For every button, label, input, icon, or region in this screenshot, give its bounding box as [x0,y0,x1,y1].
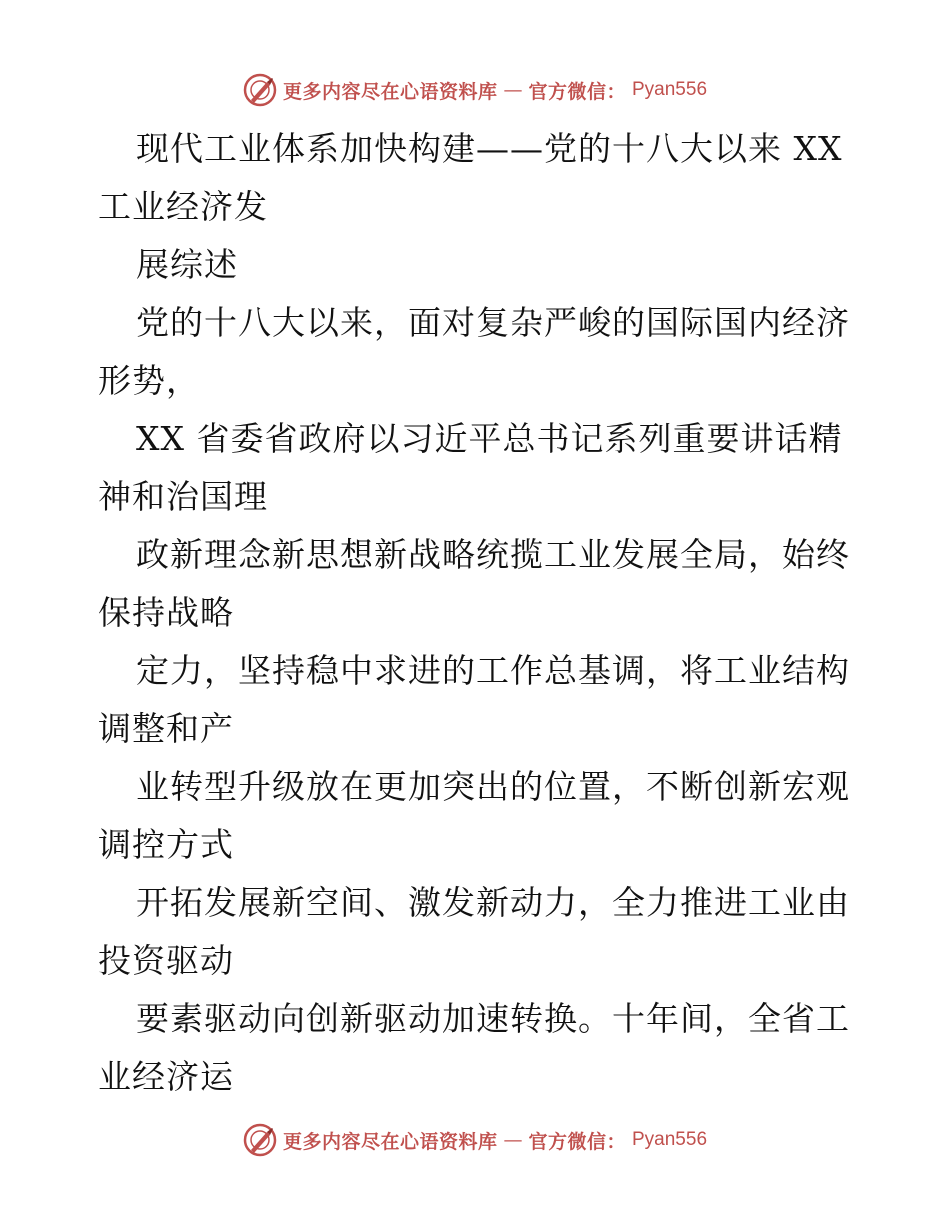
text-line: 定力，坚持稳中求进的工作总基调，将工业结构 [136,651,850,690]
watermark-id: Pyan556 [632,1129,708,1150]
text-line: 业经济运 [98,1057,234,1096]
text-line: 工业经济发 [98,187,268,226]
text-line: XX 省委省政府以习近平总书记系列重要讲话精 [136,419,843,458]
watermark-id: Pyan556 [632,79,708,100]
watermark-separator: — [503,1129,523,1151]
watermark-separator: — [503,79,523,101]
pen-logo-icon [243,73,277,107]
text-line: 现代工业体系加快构建——党的十八大以来 XX [136,129,843,168]
text-line: 政新理念新思想新战略统揽工业发展全局，始终 [136,535,850,574]
text-line: 形势， [98,361,200,400]
text-line: 展综述 [136,245,238,284]
text-line: 调控方式 [98,825,234,864]
pen-logo-icon [243,1123,277,1157]
watermark-label: 官方微信： [528,1130,626,1153]
watermark-footer [0,1120,950,1160]
text-line: 业转型升级放在更加突出的位置，不断创新宏观 [136,767,850,806]
document-body [98,120,858,1106]
text-line: 要素驱动向创新驱动加速转换。十年间，全省工 [136,999,850,1038]
text-line: 投资驱动 [98,941,234,980]
watermark-header [0,70,950,110]
watermark-text: 更多内容尽在心语资料库 [282,1130,498,1153]
watermark-text: 更多内容尽在心语资料库 [282,80,498,103]
watermark-label: 官方微信： [528,80,626,103]
text-line: 调整和产 [98,709,234,748]
text-line: 党的十八大以来，面对复杂严峻的国际国内经济 [136,303,850,342]
text-line: 保持战略 [98,593,234,632]
text-line: 神和治国理 [98,477,268,516]
text-line: 开拓发展新空间、激发新动力，全力推进工业由 [136,883,850,922]
